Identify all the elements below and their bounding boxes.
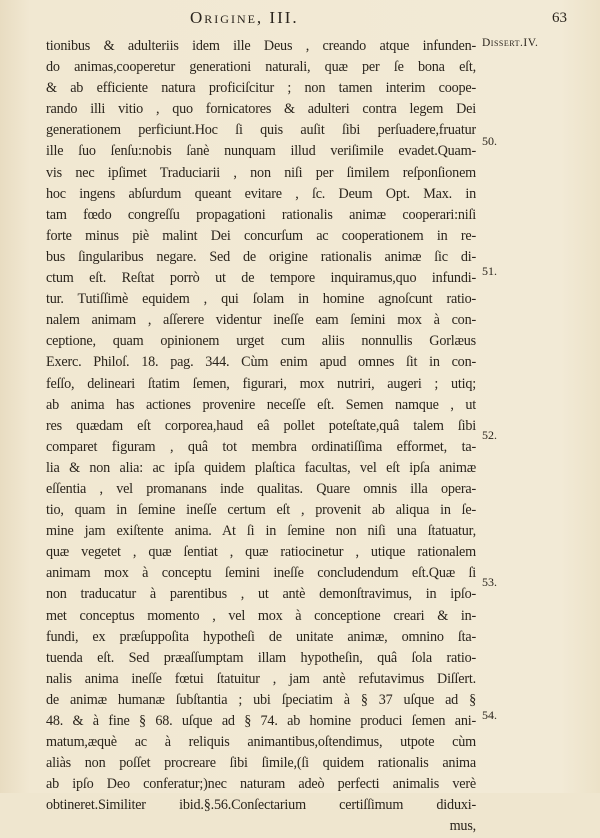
text-line: tionibus & adulteriis idem ille Deus , creando atque infunden- xyxy=(46,38,476,54)
text-line: mine jam exiſtente anima. At ſi in ſemine non niſi una ſtatuatur, xyxy=(46,523,476,540)
text-line: & ab efficiente natura proficiſcitur ; non tamen interim coope- xyxy=(46,80,476,97)
text-line: comparet figuram , quâ tot membra ordinatiſſima efformet, ta- xyxy=(46,438,476,455)
margin-section-number: 53. xyxy=(482,575,497,589)
margin-section-number: 51. xyxy=(482,264,497,278)
text-line: quæ vegetet , quæ ſentiat , quæ ratiocinetur , utique rationalem xyxy=(46,544,476,561)
text-line: aliàs non poſſet procreare ſibi ſimile,(ſi quidem rationalis anima xyxy=(46,755,476,772)
text-line: res quædam eſt corporea,haud eâ pollet poteſtate,quâ talem ſibi xyxy=(46,417,476,434)
page-header xyxy=(0,8,600,34)
text-line: ille ſuo ſenſu:nobis ſanè nunquam illud veriſimile evadet.Quam- xyxy=(46,143,476,160)
text-line: feſſo, delineari ſtatim ſemen, figurari, mox nutriri, augeri ; utiq; xyxy=(46,375,476,392)
running-head: Origine, III. xyxy=(190,8,299,27)
text-line: animam mox à conceptu ſemini ineſſe concludendum eſt.Quæ ſi xyxy=(46,565,476,582)
text-line: nalis anima ineſſe fœtui ſtatuitur , jam antè refutavimus Diſſert. xyxy=(46,670,476,687)
text-line: tur. Tutiſſimè equidem , qui ſolam in homine agnoſcunt ratio- xyxy=(46,291,476,308)
text-line: eſſentia , vel promanans inde qualitas. Quare omnis illa opera- xyxy=(46,480,476,497)
text-line: de animæ humanæ ſubſtantia ; ubi ſpeciatim à § 37 uſque ad § xyxy=(46,691,476,708)
text-line: forte minus piè malint Dei concurſum ac cooperationem in re- xyxy=(46,227,476,244)
margin-section-number: 50. xyxy=(482,134,497,148)
text-line: ceptione, quam opinionem urget cum aliis nonnullis Gorlæus xyxy=(46,333,476,350)
text-line: bus ſingularibus negare. Sed de origine rationalis animæ ſic di- xyxy=(46,248,476,265)
text-line: mus, xyxy=(449,818,476,835)
text-line: generationem perficiunt.Hoc ſi quis auſit ſibi perſuadere,fruatur xyxy=(46,122,476,139)
text-line: ab anima has actiones provenire neceſſe eſt. Semen namque , ut xyxy=(46,396,476,413)
text-line: fundi, ex præſuppoſita hypotheſi de unitate animæ, omnino ſta- xyxy=(46,628,476,645)
text-line: met conceptus momento , vel mox à conceptione creari & in- xyxy=(46,607,476,624)
text-line: nalem animam , aſſerere videntur ineſſe eam ſemini mox à con- xyxy=(46,312,476,329)
text-line: do animas,cooperetur generationi naturali, quæ per ſe bona eſt, xyxy=(46,59,476,76)
text-line: tam fœdo congreſſu propagationi rationalis animæ cooperari:niſi xyxy=(46,206,476,223)
margin-note-dissertation: Dissert.IV. xyxy=(482,37,539,49)
margin-section-number: 54. xyxy=(482,708,497,722)
text-line: Exerc. Philoſ. 18. pag. 344. Cùm enim apud omnes ſit in con- xyxy=(46,354,476,371)
text-line: obtineret.Similiter ibid.§.56.Conſectarium certiſſimum diduxi- xyxy=(46,797,476,814)
text-line: tio, quam in ſemine ineſſe certum eſt , provenit ab aliqua in ſe- xyxy=(46,502,476,519)
text-line: lia & non alia: ac ipſa quidem plaſtica facultas, vel eſt ipſa animæ xyxy=(46,459,476,476)
body-text xyxy=(46,36,476,838)
text-line: vis nec ipſimet Traduciarii , non niſi per ſimilem reſponſionem xyxy=(46,164,476,181)
text-line: tuenda eſt. Sed præaſſumptam illam hypotheſin, quâ ſola ratio- xyxy=(46,649,476,666)
margin-section-number: 52. xyxy=(482,428,497,442)
page-number: 63 xyxy=(552,10,567,26)
text-line: 48. & à fine § 68. uſque ad § 74. ab homine produci ſemen ani- xyxy=(46,713,476,729)
text-line: matum,æquè ac à reliquis animantibus,oſtendimus, utpote cùm xyxy=(46,734,476,751)
text-line: non traducatur à parentibus , ut antè demonſtravimus, in ipſo- xyxy=(46,586,476,603)
text-line: rando illi vitio , quo fornicatores & adulteri contra legem Dei xyxy=(46,101,476,118)
text-line: ctum eſt. Reſtat porrò ut de tempore inquiramus,quo infundi- xyxy=(46,270,476,287)
text-line: hoc ingens abſurdum queant evitare , ſc. Deum Opt. Max. in xyxy=(46,185,476,202)
text-line: ab ipſo Deo conferatur;)nec naturam adeò perfecti animalis verè xyxy=(46,776,476,793)
